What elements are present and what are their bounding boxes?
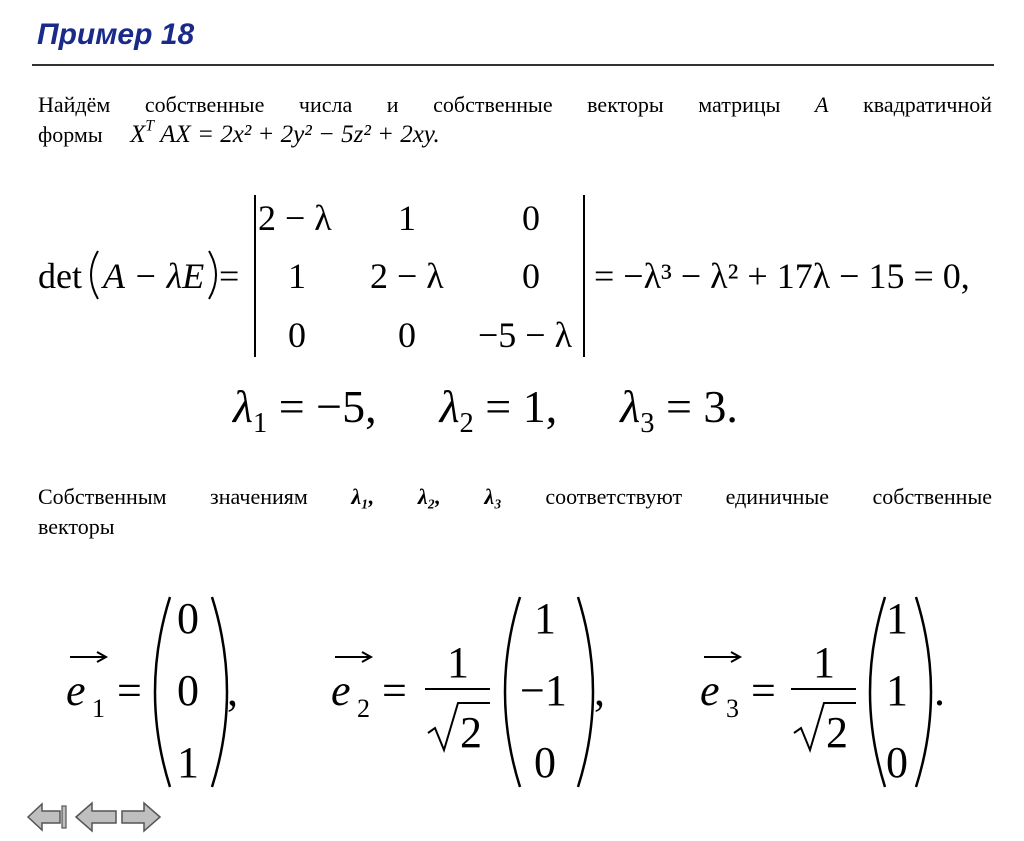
qf-rhs: = 2x² + 2y² − 5z² + 2xy.: [197, 121, 440, 148]
det-label: det: [38, 256, 82, 296]
vector-equals: =: [751, 666, 776, 715]
vector-trail: ,: [594, 666, 605, 715]
vector-index: 2: [357, 694, 370, 723]
matrix-cell: 0: [522, 198, 540, 238]
det-open-paren: [91, 251, 98, 299]
matrix-cell: −5 − λ: [478, 315, 573, 355]
vector-component: 1: [177, 738, 199, 787]
vector-component: 1: [886, 594, 908, 643]
factor-numerator: 1: [447, 638, 469, 687]
eigen-text-line2: векторы: [38, 514, 115, 539]
eigenvalues-row: [233, 380, 738, 439]
vector-component: 0: [177, 594, 199, 643]
lambda-symbol: λ: [620, 381, 641, 432]
first-slide-bar: [62, 806, 66, 828]
eigenvalue-value: = −5,: [278, 381, 377, 432]
intro-line2: [38, 117, 440, 150]
lambda-symbol: λ: [233, 381, 253, 432]
intro-paragraph: [38, 90, 992, 120]
previous-arrow-icon: [76, 803, 116, 831]
vector-trail: .: [934, 666, 945, 715]
eigenvalue-3: [620, 381, 738, 439]
vector-index: 3: [726, 694, 739, 723]
det-close-paren: [209, 251, 216, 299]
first-slide-button[interactable]: [28, 804, 66, 830]
det-argument: A − λE: [103, 256, 205, 296]
lambda-symbol: λ: [439, 381, 460, 432]
qf-transpose: T: [145, 117, 155, 135]
quadratic-form: [130, 117, 440, 148]
navigation-bar: [26, 800, 166, 836]
matrix-cell: 0: [288, 315, 306, 355]
vector-open-paren: [870, 597, 885, 787]
eigenvalue-value: = 3.: [665, 381, 738, 432]
factor-denominator: 2: [826, 708, 848, 757]
vector-equals: =: [117, 666, 142, 715]
qf-lhs-ax: AX: [160, 121, 191, 148]
slide-title: Пример 18: [37, 18, 195, 51]
lambda-index: 1: [252, 407, 268, 439]
eigen-lambdas: λ₁, λ₂, λ₃: [351, 484, 502, 509]
vector-name: e: [331, 666, 351, 715]
vector-equals: =: [382, 666, 407, 715]
characteristic-polynomial: = −λ³ − λ² + 17λ − 15 = 0,: [594, 256, 970, 296]
factor-numerator: 1: [813, 638, 835, 687]
matrix-cell: 1: [398, 198, 416, 238]
vector-open-paren: [155, 597, 170, 787]
eigenvector-e3: [700, 594, 945, 787]
intro-text-line2: формы: [38, 122, 103, 147]
eigenvector-e1: [66, 594, 238, 787]
matrix-cell: 2 − λ: [370, 256, 444, 296]
vector-close-paren: [212, 597, 227, 787]
matrix-letter: A: [815, 92, 829, 117]
matrix-cell: 1: [288, 256, 306, 296]
vector-component: 0: [177, 666, 199, 715]
eigenvalue-value: = 1,: [485, 381, 558, 432]
vector-index: 1: [92, 694, 105, 723]
eigenvalue-2: [439, 381, 558, 439]
eigenvector-paragraph: [38, 482, 992, 512]
eigen-text-start: Собственным значениям: [38, 484, 308, 509]
vector-component: −1: [520, 666, 567, 715]
vector-open-paren: [505, 597, 520, 787]
previous-slide-button[interactable]: [76, 803, 116, 831]
factor-denominator: 2: [460, 708, 482, 757]
vector-name: e: [66, 666, 86, 715]
vector-close-paren: [578, 597, 593, 787]
intro-text-line1: Найдём собственные числа и собственные векторы матрицы: [38, 92, 781, 117]
lambda-index: 3: [640, 407, 655, 439]
eigen-text-end: соответствуют единичные собственные: [545, 484, 992, 509]
qf-lhs-x: X: [130, 121, 146, 148]
lambda-index: 2: [459, 407, 474, 439]
vector-component: 1: [886, 666, 908, 715]
vector-name: e: [700, 666, 720, 715]
vector-component: 0: [886, 738, 908, 787]
vector-component: 0: [534, 738, 556, 787]
next-slide-button[interactable]: [122, 803, 160, 831]
eigenvectors: [0, 585, 1024, 800]
matrix-cell: 0: [522, 256, 540, 296]
next-arrow-icon: [122, 803, 160, 831]
matrix-cell: 2 − λ: [258, 198, 332, 238]
vector-component: 1: [534, 594, 556, 643]
vector-close-paren: [916, 597, 931, 787]
determinant-equation: [0, 185, 1024, 370]
eigenvector-e2: [331, 594, 605, 787]
title-divider: [32, 64, 994, 66]
vector-trail: ,: [227, 666, 238, 715]
matrix-cell: 0: [398, 315, 416, 355]
eigenvalue-1: [233, 381, 377, 439]
intro-text-line1-end: квадратичной: [863, 92, 993, 117]
first-slide-icon: [28, 804, 60, 830]
det-equals: =: [219, 256, 240, 296]
